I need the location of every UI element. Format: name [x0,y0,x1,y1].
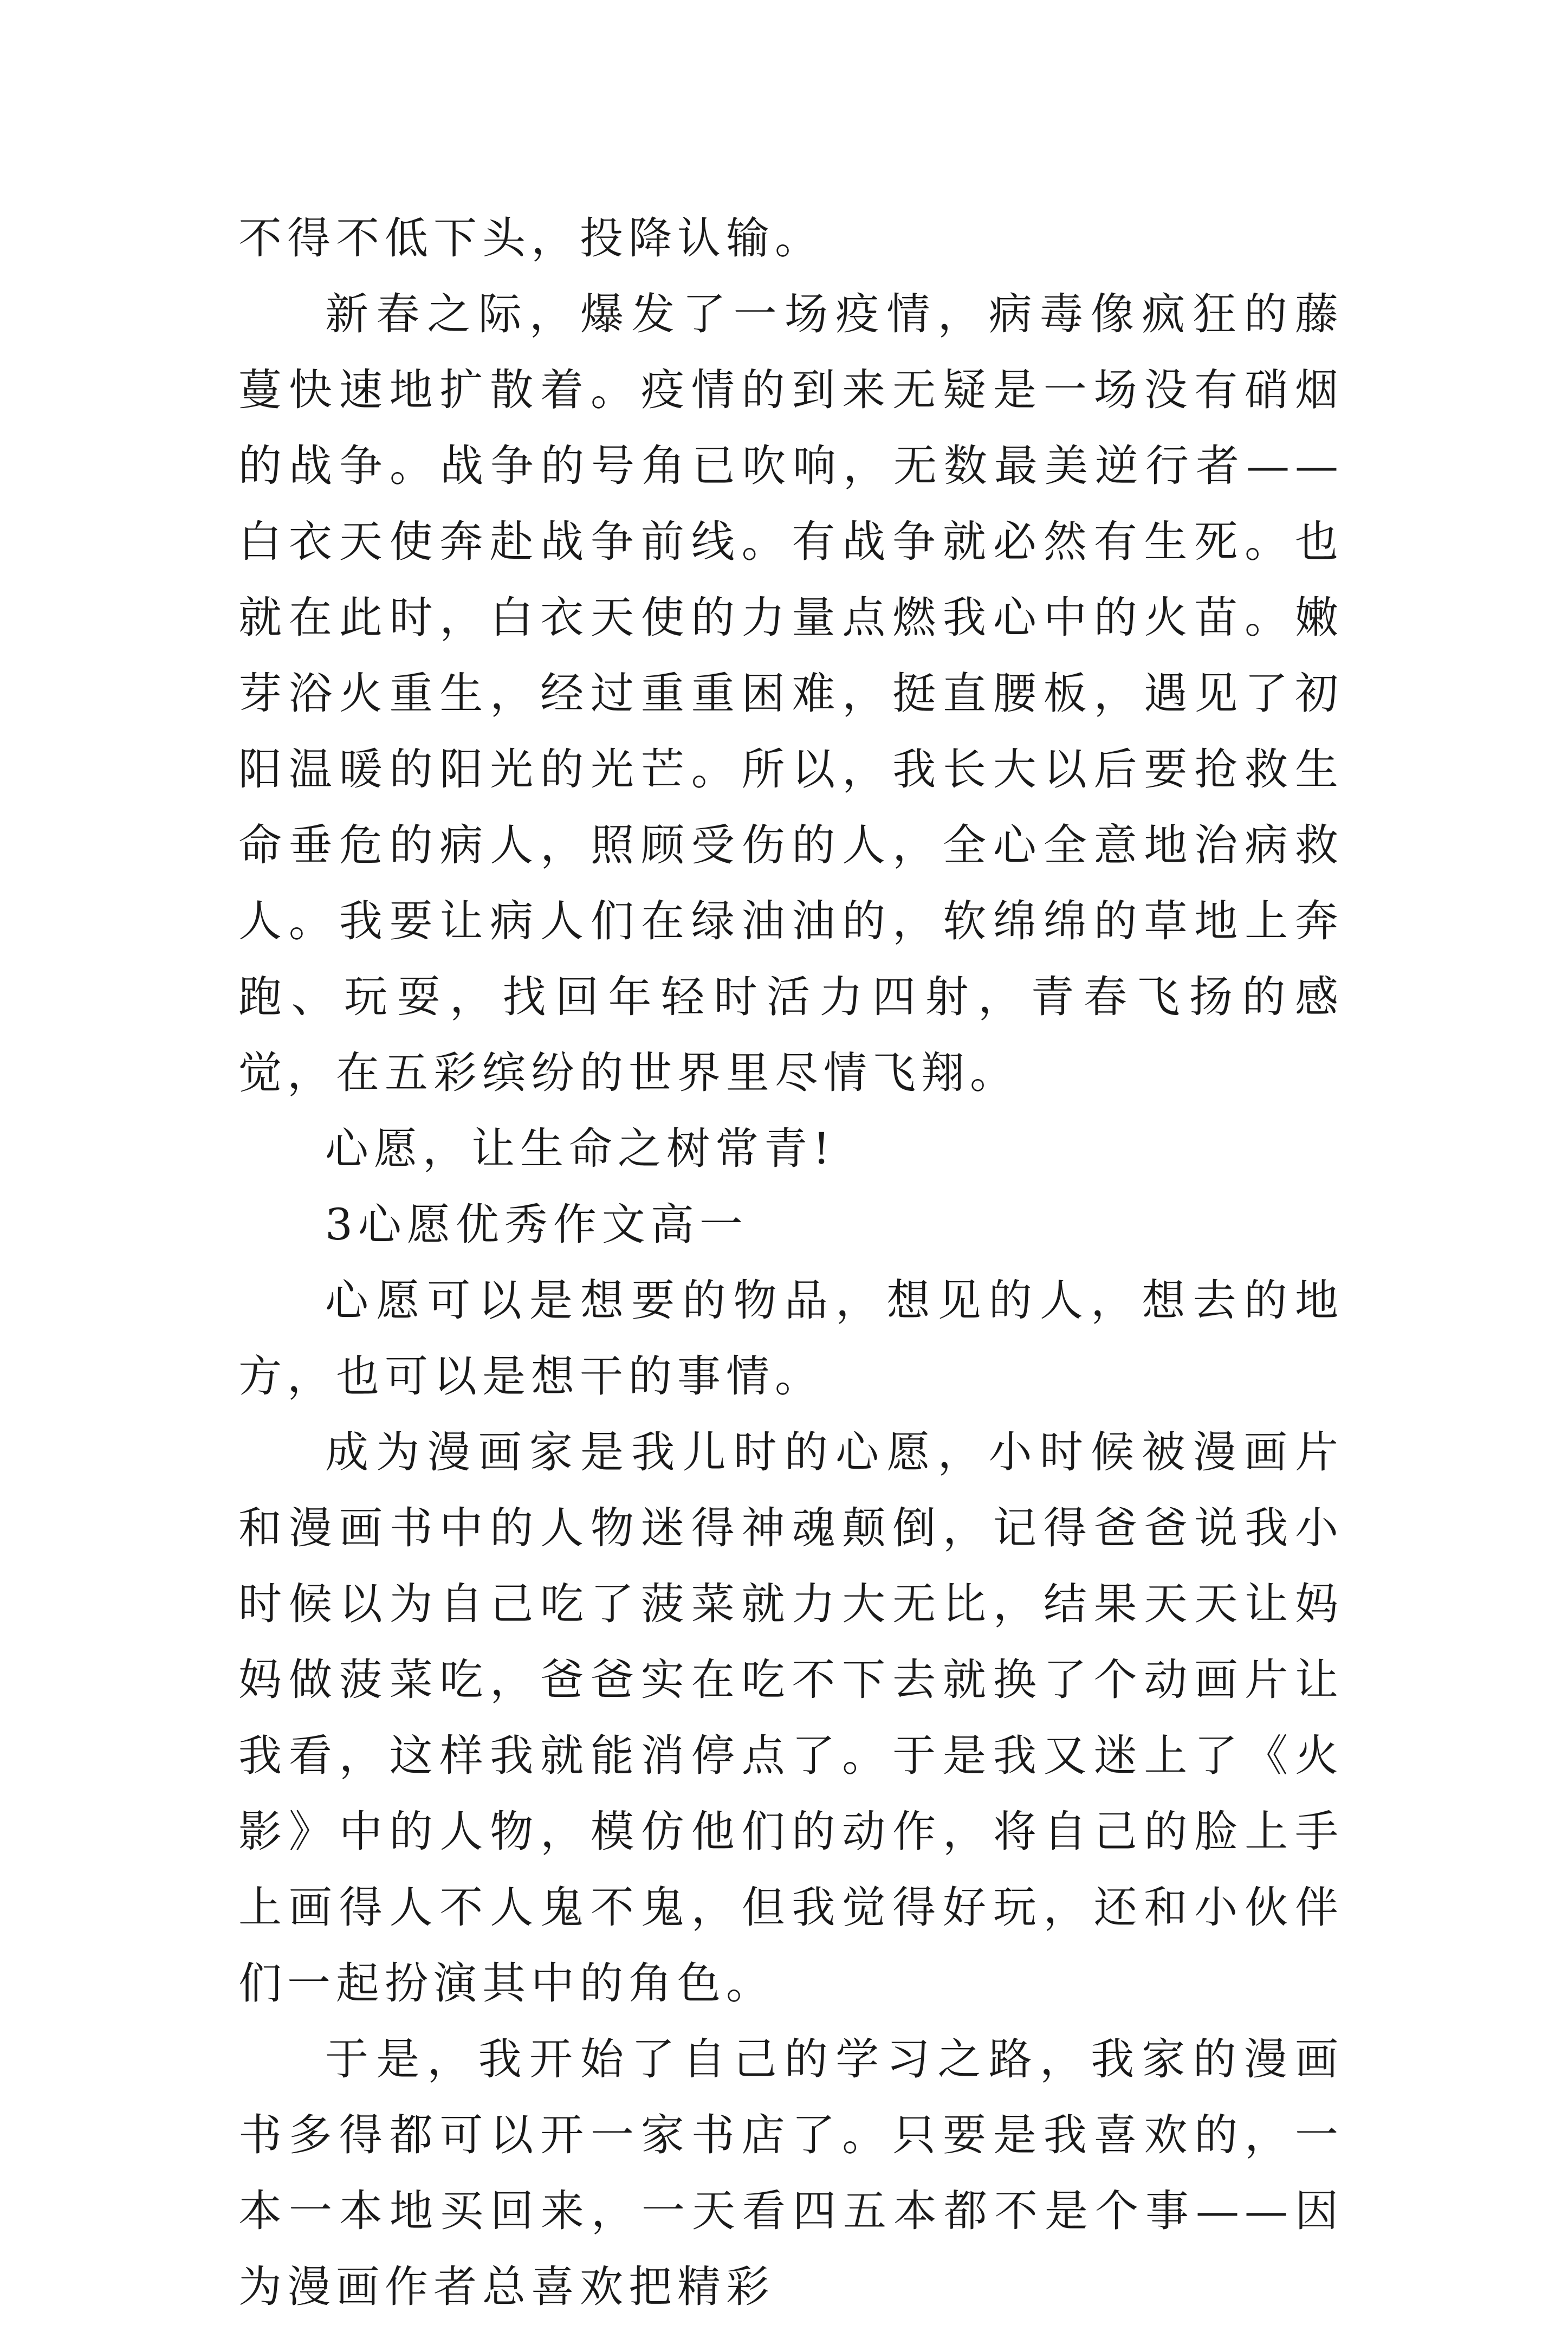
paragraph: 心愿，让生命之树常青! [325,1123,836,1174]
paragraph: 于是，我开始了自己的学习之路，我家的漫画书多得都可以开一家书店了。只要是我喜欢的，一本一本地买回来，一天看四五本都不是个事——因为漫画作者总喜欢把精彩 [238,2034,1344,2312]
section-heading: 3心愿优秀作文高一 [325,1199,748,1250]
paragraph: 心愿可以是想要的物品，想见的人，想去的地方，也可以是想干的事情。 [238,1275,1344,1402]
paragraph: 新春之际，爆发了一场疫情，病毒像疯狂的藤蔓快速地扩散着。疫情的到来无疑是一场没有硝烟的战争。战争的号角已吹响，无数最美逆行者——白衣天使奔赴战争前线。有战争就必然有生死。也就在此时，白衣天使的力量点燃我心中的火苗。嫩芽浴火重生，经过重重困难，挺直腰板，遇见了初阳温暖的阳光的光芒。所以，我长大以后要抢救生命垂危的病人，照顾受伤的人，全心全意地治病救人。我要让病人们在绿油油的，软绵绵的草地上奔跑、玩耍，找回年轻时活力四射，青春飞扬的感觉，在五彩缤纷的世界里尽情飞翔。 [238,289,1344,1098]
paragraph: 成为漫画家是我儿时的心愿，小时候被漫画片和漫画书中的人物迷得神魂颠倒，记得爸爸说我小时候以为自己吃了菠菜就力大无比，结果天天让妈妈做菠菜吃，爸爸实在吃不下去就换了个动画片让我看，这样我就能消停点了。于是我又迷上了《火影》中的人物，模仿他们的动作，将自己的脸上手上画得人不人鬼不鬼，但我觉得好玩，还和小伙伴们一起扮演其中的角色。 [238,1427,1344,2008]
paragraph: 不得不低下头，投降认输。 [238,213,824,263]
document-body [238,201,1344,2325]
